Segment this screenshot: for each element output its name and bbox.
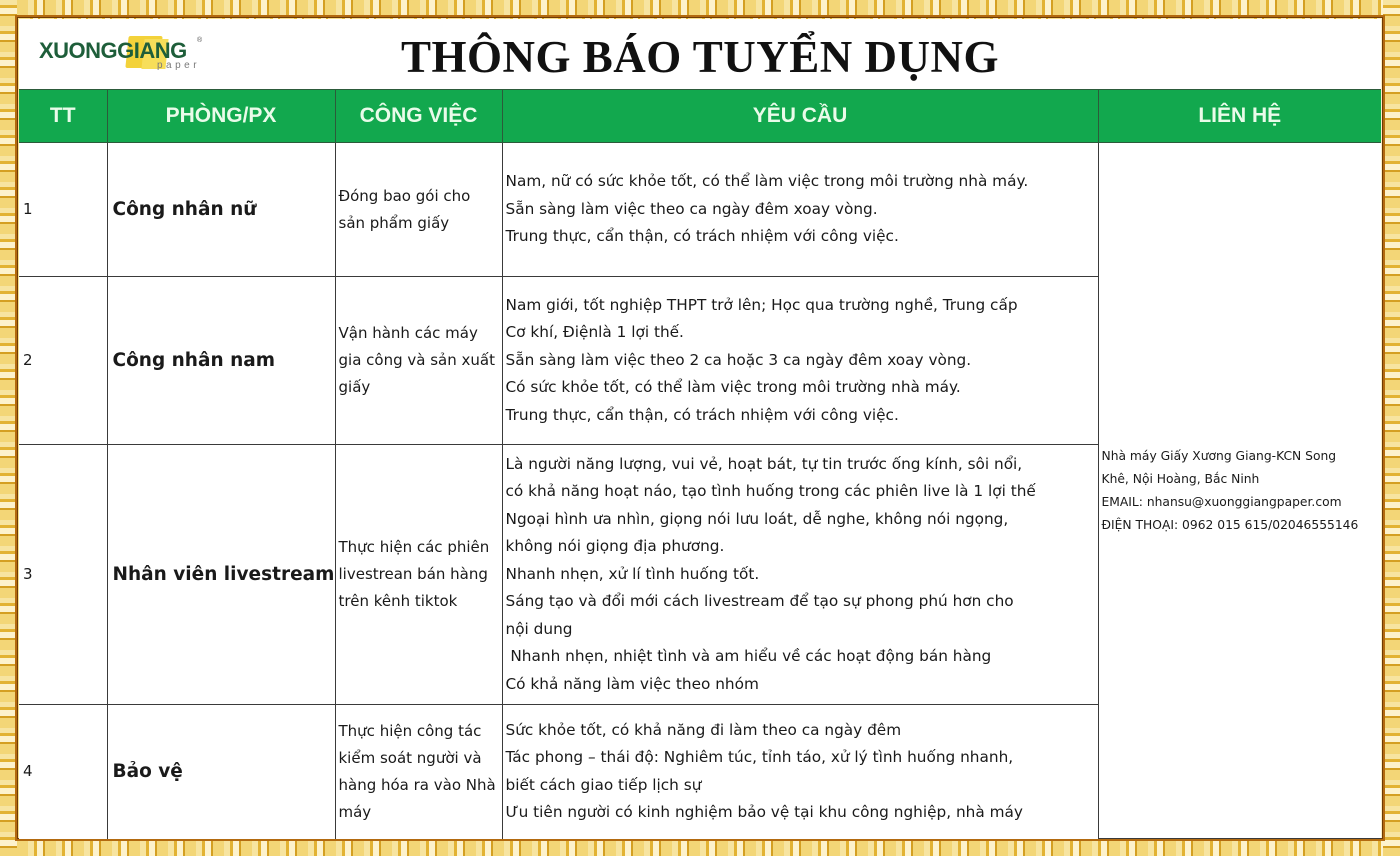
requirement-line: Có khả năng làm việc theo nhóm <box>505 674 759 693</box>
position-title: Công nhân nam <box>107 277 335 445</box>
header-tt: TT <box>19 90 107 143</box>
header-dept: PHÒNG/PX <box>107 90 335 143</box>
requirement-line: Ngoại hình ưa nhìn, giọng nói lưu loát, dễ nghe, không nói ngọng, <box>505 509 1009 528</box>
requirement-line: Nam giới, tốt nghiệp THPT trở lên; Học qua trường nghề, Trung cấp <box>505 295 1018 314</box>
row-number: 3 <box>19 445 107 705</box>
contact-cell <box>1098 143 1381 839</box>
frame-border-bottom <box>0 839 1400 856</box>
position-title: Bảo vệ <box>107 705 335 839</box>
header-contact: LIÊN HỆ <box>1098 90 1381 143</box>
table-row <box>19 143 1381 277</box>
contact-phone[interactable]: ĐIỆN THOẠI: 0962 015 615/02046555146 <box>1101 517 1359 532</box>
requirement-line: Trung thực, cẩn thận, có trách nhiệm với công việc. <box>505 405 899 424</box>
row-number: 4 <box>19 705 107 839</box>
requirements-cell <box>502 705 1098 839</box>
logo-sub-text: paper <box>157 60 201 71</box>
job-description: Vận hành các máy gia công và sản xuất giấy <box>335 277 502 445</box>
recruitment-notice <box>19 19 1381 839</box>
contact-address-line-2: Khê, Nội Hoàng, Bắc Ninh <box>1101 471 1260 486</box>
requirement-line: Nhanh nhẹn, nhiệt tình và am hiểu về các hoạt động bán hàng <box>505 647 992 666</box>
requirement-line: Sẵn sàng làm việc theo 2 ca hoặc 3 ca ngày đêm xoay vòng. <box>505 350 972 369</box>
requirement-line: Sáng tạo và đổi mới cách livestream để tạo sự phong phú hơn cho <box>505 592 1014 611</box>
table-header-row <box>19 90 1381 143</box>
requirement-line: Sẵn sàng làm việc theo ca ngày đêm xoay vòng. <box>505 199 878 218</box>
requirement-line: biết cách giao tiếp lịch sự <box>505 775 702 794</box>
job-description: Thực hiện các phiên livestrean bán hàng trên kênh tiktok <box>335 445 502 705</box>
requirement-line: Cơ khí, Điệnlà 1 lợi thế. <box>505 323 684 342</box>
frame-border-right <box>1383 0 1400 856</box>
requirement-line: có khả năng hoạt náo, tạo tình huống trong các phiên live là 1 lợi thế <box>505 482 1036 501</box>
job-description: Thực hiện công tác kiểm soát người và hàng hóa ra vào Nhà máy <box>335 705 502 839</box>
logo-brand-text: XUONGGIANG <box>39 38 187 63</box>
requirement-line: Nhanh nhẹn, xử lí tình huống tốt. <box>505 564 760 583</box>
job-description: Đóng bao gói cho sản phẩm giấy <box>335 143 502 277</box>
requirement-line: Trung thực, cẩn thận, có trách nhiệm với công việc. <box>505 227 899 246</box>
requirement-line: Có sức khỏe tốt, có thể làm việc trong môi trường nhà máy. <box>505 378 961 397</box>
job-table <box>19 89 1381 839</box>
contact-address-line-1: Nhà máy Giấy Xương Giang-KCN Song <box>1101 448 1337 463</box>
requirement-line: Là người năng lượng, vui vẻ, hoạt bát, tự tin trước ống kính, sôi nổi, <box>505 454 1023 473</box>
header-job: CÔNG VIỆC <box>335 90 502 143</box>
requirements-cell <box>502 445 1098 705</box>
requirements-cell <box>502 143 1098 277</box>
requirement-line: Tác phong – thái độ: Nghiêm túc, tỉnh táo, xử lý tình huống nhanh, <box>505 748 1014 767</box>
position-title: Công nhân nữ <box>107 143 335 277</box>
row-number: 2 <box>19 277 107 445</box>
requirement-line: Sức khỏe tốt, có khả năng đi làm theo ca ngày đêm <box>505 720 902 739</box>
header-requirements: YÊU CẦU <box>502 90 1098 143</box>
requirement-line: nội dung <box>505 619 573 638</box>
requirement-line: Nam, nữ có sức khỏe tốt, có thể làm việc trong môi trường nhà máy. <box>505 172 1029 191</box>
page-title: THÔNG BÁO TUYỂN DỤNG <box>401 32 999 82</box>
requirement-line: Ưu tiên người có kinh nghiệm bảo vệ tại khu công nghiệp, nhà máy <box>505 803 1023 822</box>
contact-email[interactable]: EMAIL: nhansu@xuonggiangpaper.com <box>1101 494 1342 509</box>
requirement-line: không nói giọng địa phương. <box>505 537 725 556</box>
requirements-cell <box>502 277 1098 445</box>
registered-mark: ® <box>197 37 203 44</box>
position-title: Nhân viên livestream <box>107 445 335 705</box>
row-number: 1 <box>19 143 107 277</box>
